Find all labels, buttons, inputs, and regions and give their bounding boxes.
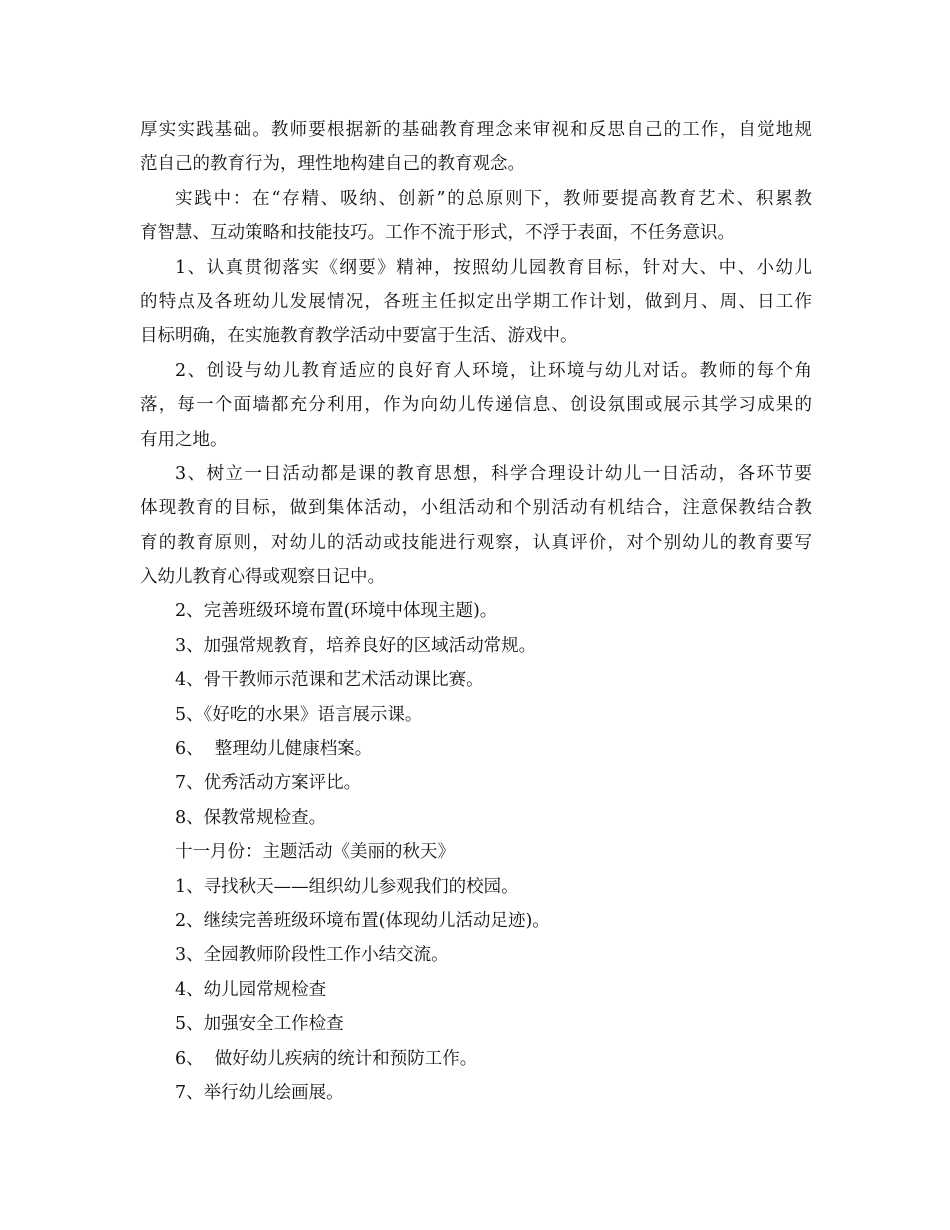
paragraph-line: 入幼儿教育心得或观察日记中。 [140,567,385,588]
list-item: 7、优秀活动方案评比。 [175,773,362,794]
section-heading: 十一月份：主题活动《美丽的秋天》 [175,842,455,863]
list-item: 5、加强安全工作检查 [175,1014,344,1035]
list-item: 7、举行幼儿绘画展。 [175,1082,344,1103]
list-item: 4、骨干教师示范课和艺术活动课比赛。 [175,670,484,691]
paragraph-line: 目标明确，在实施教育教学活动中要富于生活、游戏中。 [140,326,578,347]
document-page [140,113,812,1110]
list-item: 8、保教常规检查。 [175,807,327,828]
paragraph-line: 育的教育原则，对幼儿的活动或技能进行观察，认真评价，对个别幼儿的教育要写 [140,532,812,553]
list-item: 3、加强常规教育，培养良好的区域活动常规。 [175,635,537,656]
paragraph-line: 有用之地。 [140,429,228,450]
list-item: 4、幼儿园常规检查 [175,979,327,1000]
list-item: 1、寻找秋天——组织幼儿参观我们的校园。 [175,876,519,897]
paragraph-line: 1、认真贯彻落实《纲要》精神，按照幼儿园教育目标，针对大、中、小幼儿 [175,257,812,278]
list-item: 2、完善班级环境布置(环境中体现主题)。 [175,601,498,622]
paragraph [140,251,812,354]
paragraph [140,457,812,595]
list-item: 3、全园教师阶段性工作小结交流。 [175,945,449,966]
paragraph-line: 实践中：在“存精、吸纳、创新”的总原则下，教师要提高教育艺术、积累教 [175,188,812,209]
paragraph-line: 厚实实践基础。教师要根据新的基础教育理念来审视和反思自己的工作，自觉地规 [140,120,812,140]
paragraph-line: 2、创设与幼儿教育适应的良好育人环境，让环境与幼儿对话。教师的每个角 [175,360,812,381]
paragraph-line: 3、树立一日活动都是课的教育思想，科学合理设计幼儿一日活动，各环节要 [175,463,812,484]
paragraph [140,182,812,251]
paragraph-line: 落，每一个面墙都充分利用，作为向幼儿传递信息、创设氛围或展示其学习成果的 [140,395,812,416]
paragraph-line: 育智慧、互动策略和技能技巧。工作不流于形式，不浮于表面，不任务意识。 [140,223,735,244]
paragraph [140,354,812,457]
list-item: 6、 做好幼儿疾病的统计和预防工作。 [175,1048,478,1069]
paragraph-line: 的特点及各班幼儿发展情况，各班主任拟定出学期工作计划，做到月、周、日工作 [140,291,812,312]
paragraph-line: 范自己的教育行为，理性地构建自己的教育观念。 [140,154,525,175]
paragraph-line: 体现教育的目标，做到集体活动，小组活动和个别活动有机结合，注意保教结合教 [140,498,812,519]
list-item: 5、《好吃的水果》语言展示课。 [175,704,423,725]
list-item: 2、继续完善班级环境布置(体现幼儿活动足迹)。 [175,910,550,931]
list-item: 6、 整理幼儿健康档案。 [175,739,373,760]
item-list [140,594,812,1110]
paragraph [140,113,812,182]
